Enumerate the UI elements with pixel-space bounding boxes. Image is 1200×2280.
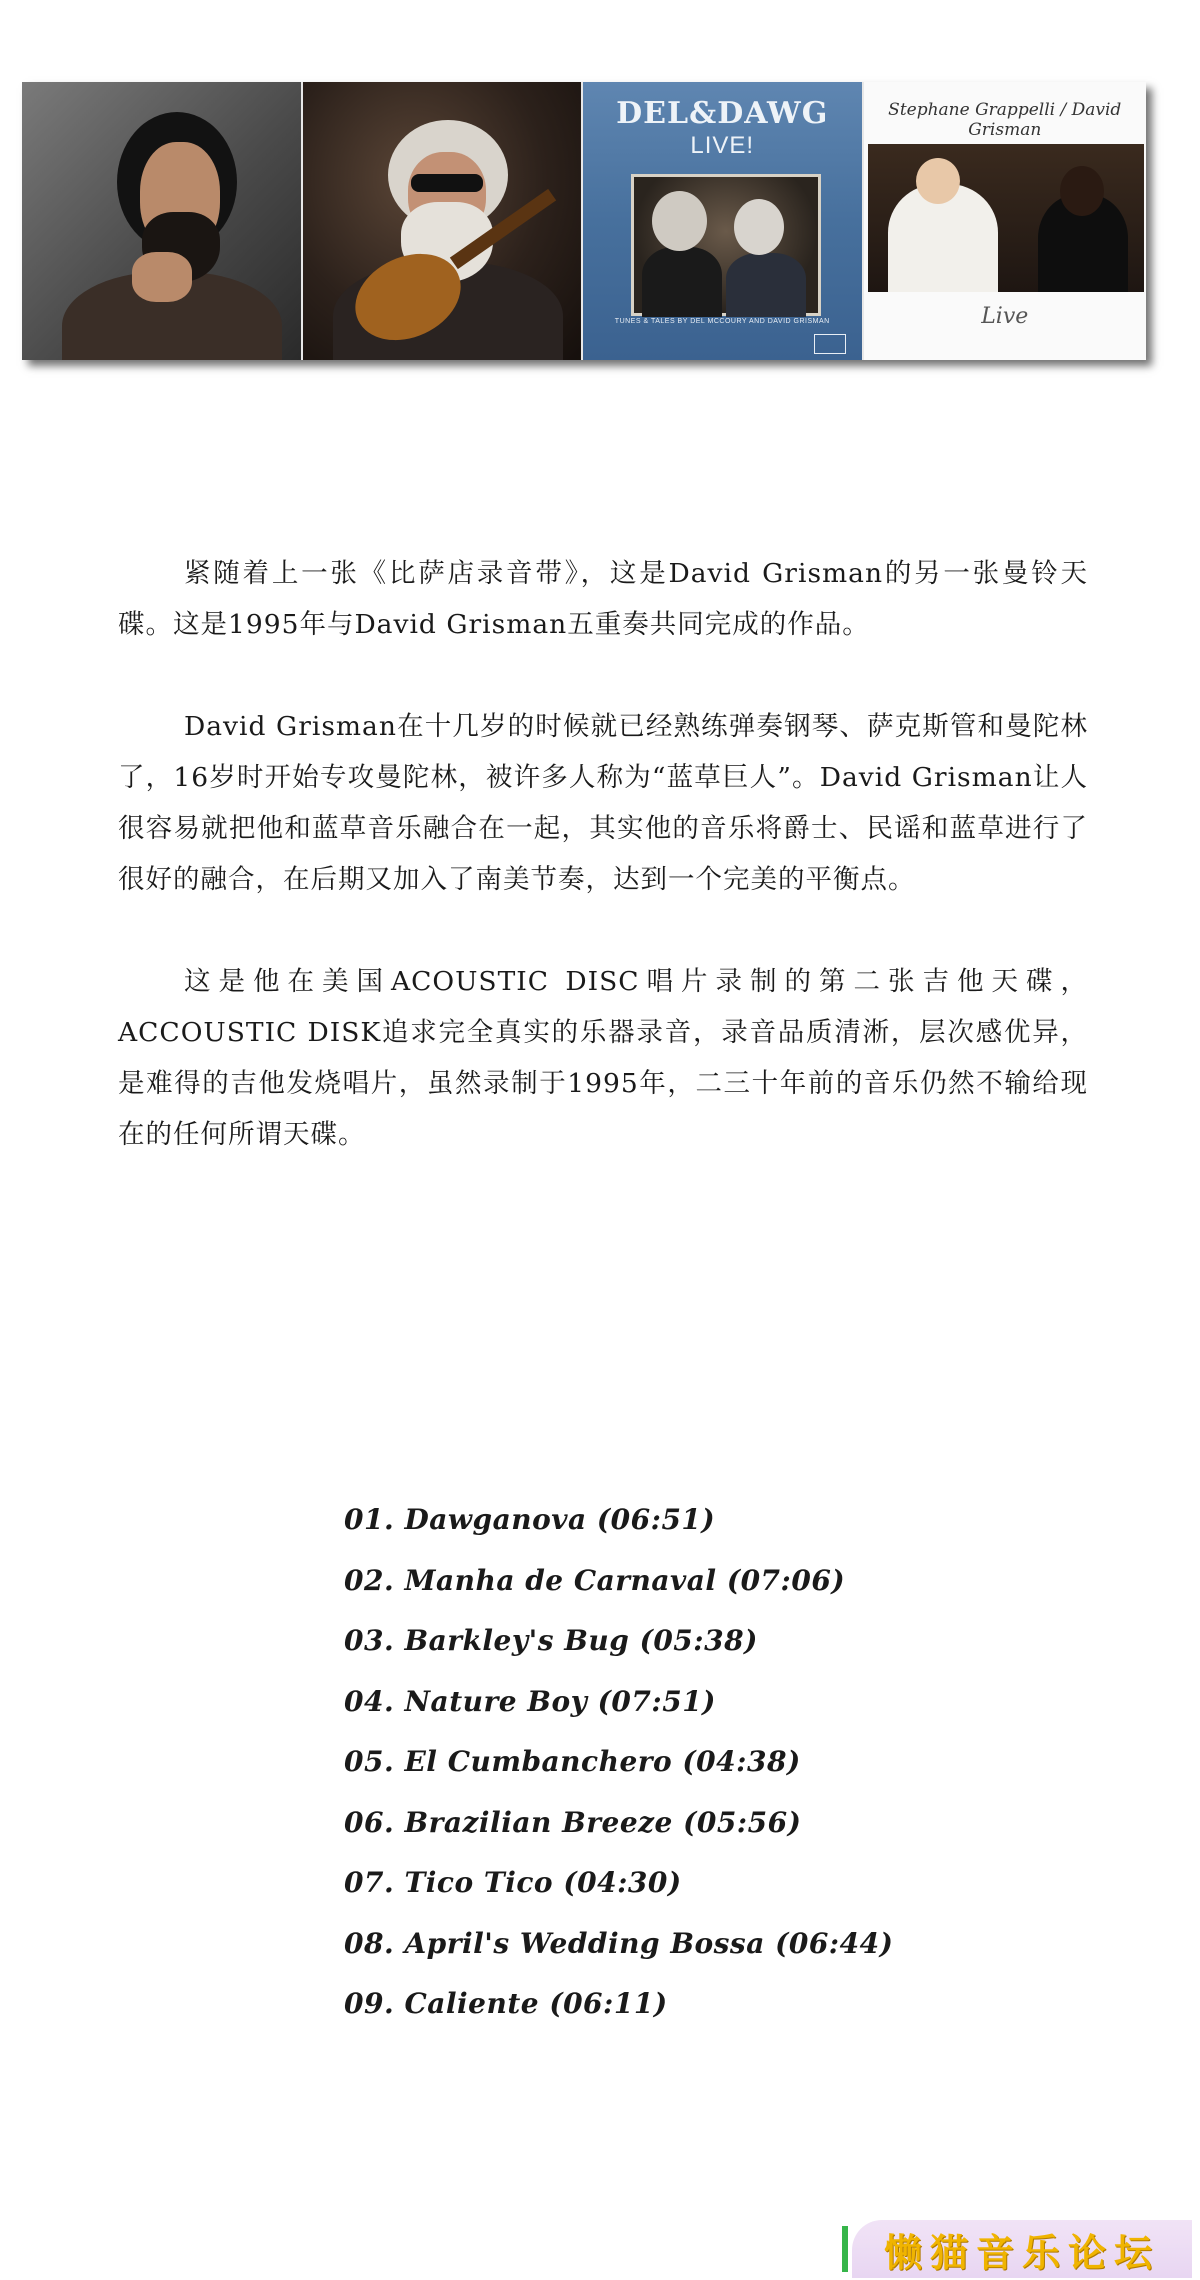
watermark-accent — [842, 2226, 848, 2272]
track-item: 02. Manha de Carnaval (07:06) — [344, 1563, 846, 1597]
paragraph-1: 紧随着上一张《比萨店录音带》，这是David Grisman的另一张曼铃天碟。这是1995年与David Grisman五重奏共同完成的作品。 — [118, 558, 1088, 640]
cover-photo — [631, 174, 821, 316]
cover-subtitle: LIVE! — [690, 132, 755, 159]
cover-tagline: TUNES & TALES BY DEL MCCOURY AND DAVID GRISMAN — [614, 318, 830, 325]
track-item: 08. April's Wedding Bossa (06:44) — [344, 1926, 894, 1960]
track-item: 05. El Cumbanchero (04:38) — [344, 1745, 801, 1778]
portrait-image-2 — [303, 82, 584, 360]
track-item: 01. Dawganova (06:51) — [344, 1503, 716, 1536]
track-item: 03. Barkley's Bug (05:38) — [344, 1624, 758, 1657]
cover-photo — [868, 144, 1144, 292]
portrait-image-1 — [22, 82, 303, 360]
album-cover-del-dawg — [583, 82, 864, 360]
tracklist — [344, 1490, 893, 2035]
album-cover-grappelli-grisman — [864, 82, 1146, 360]
watermark-text: 懒猫音乐论坛 — [883, 2230, 1160, 2275]
article-body — [118, 548, 1088, 1211]
track-item: 04. Nature Boy (07:51) — [344, 1684, 716, 1718]
cover-title: DEL&DAWG — [616, 96, 829, 131]
track-item: 07. Tico Tico (04:30) — [344, 1866, 682, 1899]
cover-live-text: Live — [981, 304, 1029, 329]
forum-watermark — [852, 2220, 1192, 2278]
album-banner — [22, 82, 1146, 360]
paragraph-3: 这是他在美国ACOUSTIC DISC唱片录制的第二张吉他天碟，ACCOUSTIC DISK追求完全真实的乐器录音，录音品质清淅，层次感优异，是难得的吉他发烧唱片，虽然录制于1995年，二三十年前的音乐仍然不输给现在的任何所谓天碟。 — [118, 966, 1088, 1150]
label-logo-icon — [814, 334, 846, 354]
cover-artists: Stephane Grappelli / David Grisman — [888, 100, 1122, 140]
paragraph-2: David Grisman在十几岁的时候就已经熟练弹奏钢琴、萨克斯管和曼陀林了，16岁时开始专攻曼陀林，被许多人称为“蓝草巨人”。David Grisman让人很容易就把他和蓝草音乐融合在一起，其实他的音乐将爵士、民谣和蓝草进行了很好的融合，在后期又加入了南美节奏，达到一个完美的平衡点。 — [118, 711, 1088, 895]
track-item: 09. Caliente (06:11) — [344, 1987, 668, 2020]
track-item: 06. Brazilian Breeze (05:56) — [344, 1805, 802, 1839]
